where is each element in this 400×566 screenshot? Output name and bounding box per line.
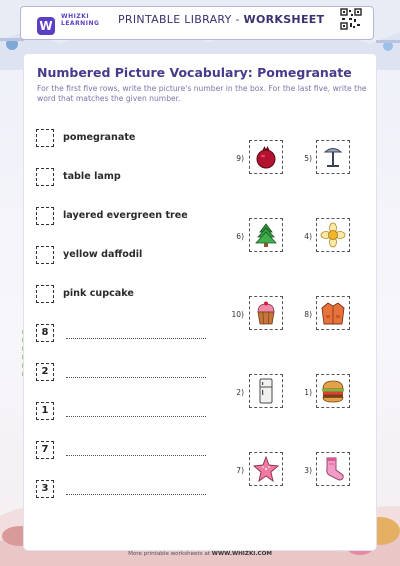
picture-label-1: 1)	[304, 388, 312, 397]
worksheet-title: Numbered Picture Vocabulary: Pomegranate	[37, 65, 352, 80]
header-title-bold: WORKSHEET	[243, 13, 325, 26]
evergreen-tree-icon	[253, 222, 279, 248]
answer-box-5[interactable]	[36, 285, 54, 303]
answer-box-3[interactable]	[36, 207, 54, 225]
answer-line-5[interactable]	[66, 494, 206, 495]
picture-label-2: 2)	[236, 388, 244, 397]
header-title-prefix: PRINTABLE LIBRARY -	[118, 13, 244, 26]
refrigerator-icon	[253, 378, 279, 404]
footer-site-link[interactable]: WWW.WHIZKI.COM	[211, 551, 272, 557]
picture-label-5: 5)	[304, 154, 312, 163]
given-number-2: 2	[36, 363, 54, 381]
picture-label-9: 9)	[236, 154, 244, 163]
picture-label-4: 4)	[304, 232, 312, 241]
vocab-word-2: table lamp	[63, 171, 121, 182]
picture-table-lamp	[316, 140, 350, 174]
answer-box-4[interactable]	[36, 246, 54, 264]
picture-cupcake	[249, 296, 283, 330]
vocab-word-5: pink cupcake	[63, 288, 134, 299]
answer-line-3[interactable]	[66, 416, 206, 417]
picture-burger	[316, 374, 350, 408]
picture-evergreen-tree	[249, 218, 283, 252]
footer-prefix: More printable worksheets at	[128, 551, 212, 557]
given-number-5: 3	[36, 480, 54, 498]
daffodil-icon	[320, 222, 346, 248]
table-lamp-icon	[320, 144, 346, 170]
worksheet-instructions: For the first five rows, write the picture's number in the box. For the last five, write the word that matches the given number.	[37, 84, 367, 103]
pomegranate-icon	[253, 144, 279, 170]
header-title	[118, 13, 324, 26]
picture-pomegranate	[249, 140, 283, 174]
vocab-word-3: layered evergreen tree	[63, 210, 188, 221]
picture-label-7: 7)	[236, 466, 244, 475]
picture-label-10: 10)	[231, 310, 244, 319]
picture-label-6: 6)	[236, 232, 244, 241]
picture-starfish	[249, 452, 283, 486]
picture-jacket	[316, 296, 350, 330]
pink-sock-icon	[320, 456, 346, 482]
answer-line-4[interactable]	[66, 455, 206, 456]
picture-daffodil	[316, 218, 350, 252]
picture-label-3: 3)	[304, 466, 312, 475]
burger-icon	[320, 378, 346, 404]
picture-refrigerator	[249, 374, 283, 408]
vocab-word-1: pomegranate	[63, 132, 136, 143]
answer-box-2[interactable]	[36, 168, 54, 186]
starfish-icon	[253, 456, 279, 482]
picture-pink-sock	[316, 452, 350, 486]
vocab-word-4: yellow daffodil	[63, 249, 143, 260]
footer-text	[0, 551, 400, 557]
whizki-logo-icon: W	[37, 17, 55, 35]
answer-line-2[interactable]	[66, 377, 206, 378]
answer-line-1[interactable]	[66, 338, 206, 339]
jacket-icon	[320, 300, 346, 326]
cupcake-icon	[253, 300, 279, 326]
logo-text-learning: LEARNING	[61, 20, 100, 27]
logo-text-whizki: WHIZKI	[61, 13, 90, 20]
given-number-1: 8	[36, 324, 54, 342]
answer-box-1[interactable]	[36, 129, 54, 147]
given-number-3: 1	[36, 402, 54, 420]
given-number-4: 7	[36, 441, 54, 459]
qr-code-icon	[340, 8, 362, 30]
picture-label-8: 8)	[304, 310, 312, 319]
